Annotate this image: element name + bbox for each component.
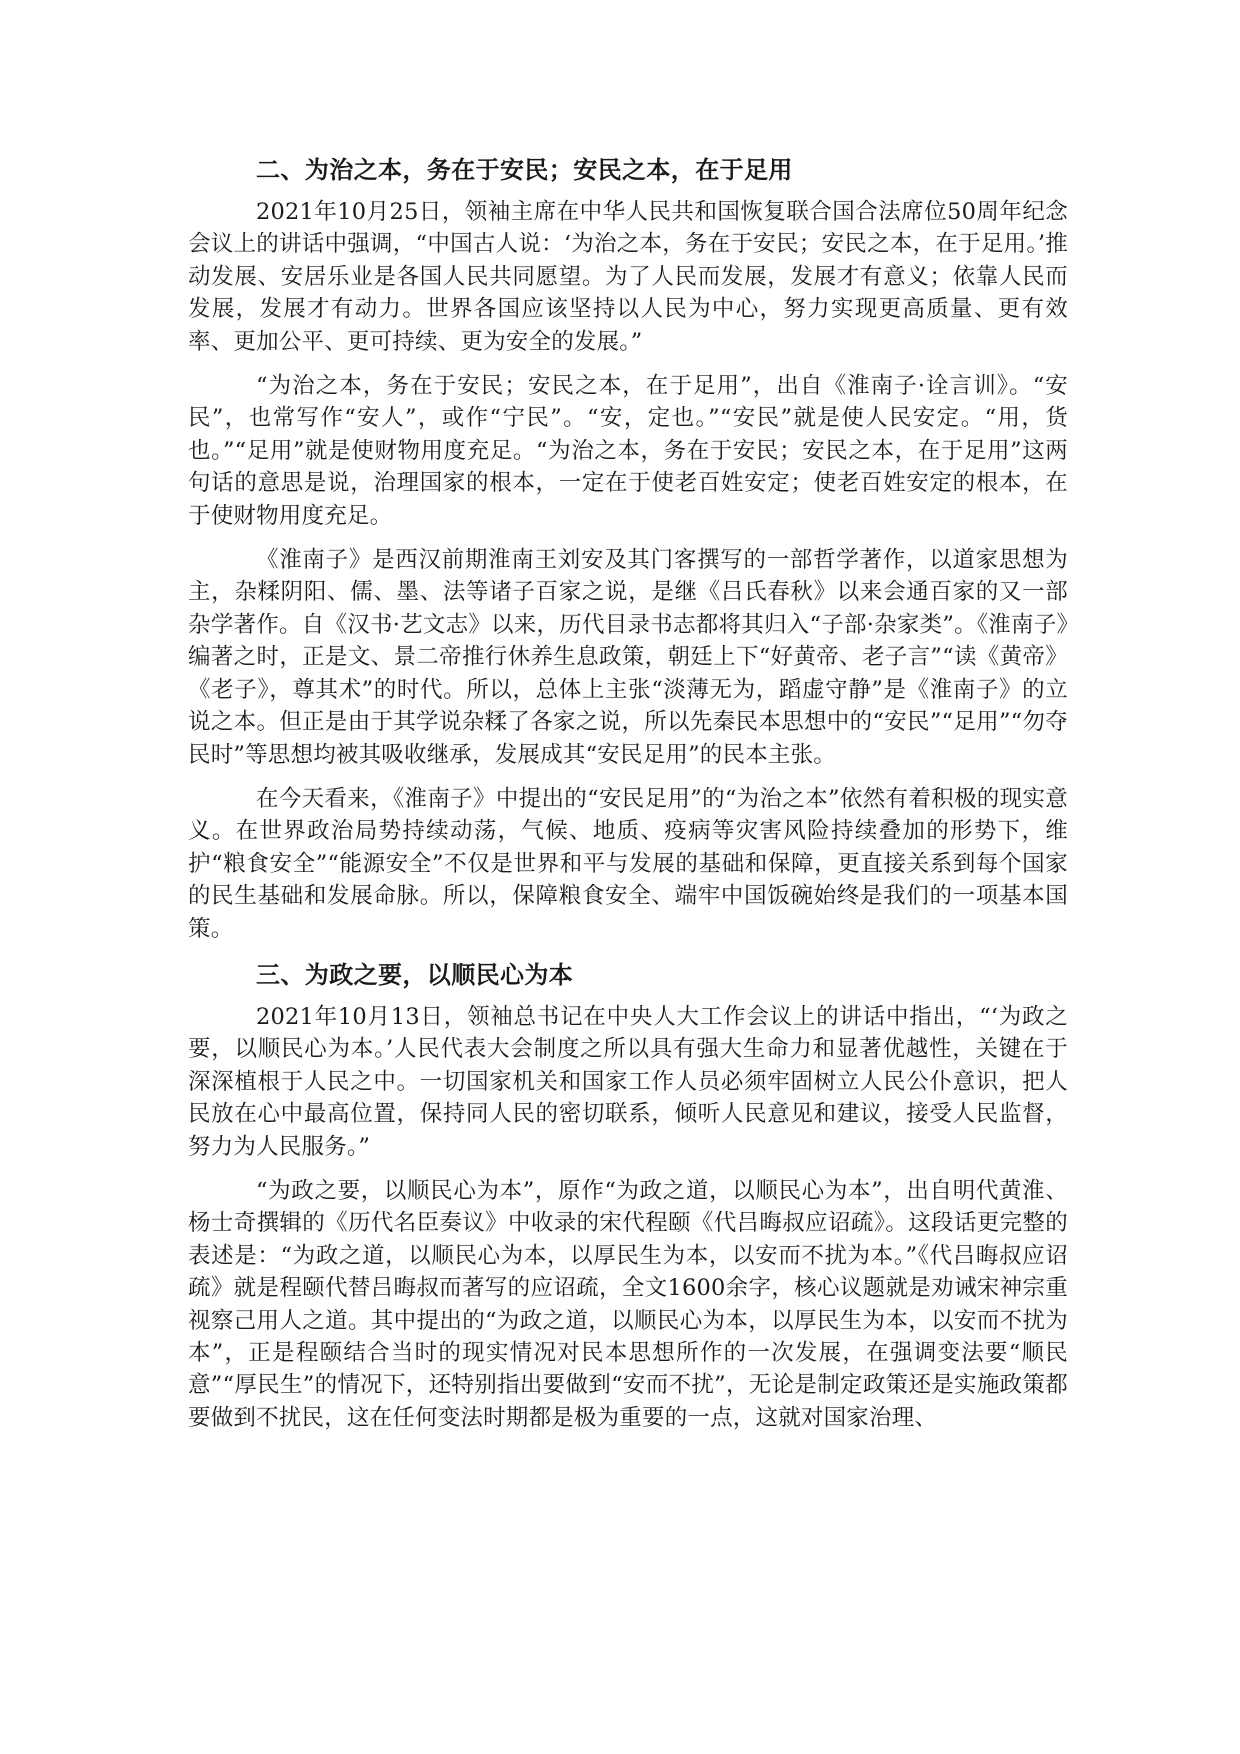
paragraph-3-1: 2021年10月13日，领袖总书记在中央人大工作会议上的讲话中指出，“‘为政之要，以顺民心为本。’人民代表大会制度之所以具有强大生命力和显著优越性，关键在于深深植根于人民之中。一切国家机关和国家工作人员必须牢固树立人民公仆意识，把人民放在心中最高位置，保持同人民的密切联系，倾听人民意见和建议，接受人民监督，努力为人民服务。” [188,1003,1068,1160]
paragraph-2-2: “为治之本，务在于安民；安民之本，在于足用”，出自《淮南子·诠言训》。“安民”，也常写作“安人”，或作“宁民”。“安，定也。”“安民”就是使人民安定。“用，货也。”“足用”就是使财物用度充足。“为治之本，务在于安民；安民之本，在于足用”这两句话的意思是说，治理国家的根本，一定在于使老百姓安定；使老百姓安定的根本，在于使财物用度充足。 [188,373,1068,529]
paragraph-2-4: 在今天看来，《淮南子》中提出的“安民足用”的“为治之本”依然有着积极的现实意义。在世界政治局势持续动荡，气候、地质、疫病等灾害风险持续叠加的形势下，维护“粮食安全”“能源安全”不仅是世界和平与发展的基础和保障，更直接关系到每个国家的民生基础和发展命脉。所以，保障粮食安全、端牢中国饭碗始终是我们的一项基本国策。 [188,785,1068,942]
section-heading-2: 二、为治之本，务在于安民；安民之本，在于足用 [256,156,793,184]
paragraph-3-2: “为政之要，以顺民心为本”，原作“为政之道，以顺民心为本”，出自明代黄淮、杨士奇撰辑的《历代名臣奏议》中收录的宋代程颐《代吕晦叔应诏疏》。这段话更完整的表述是：“为政之道，以顺民心为本，以厚民生为本，以安而不扰为本。”《代吕晦叔应诏疏》就是程颐代替吕晦叔而著写的应诏疏，全文1600余字，核心议题就是劝诫宋神宗重视察己用人之道。其中提出的“为政之道，以顺民心为本，以厚民生为本，以安而不扰为本”，正是程颐结合当时的现实情况对民本思想所作的一次发展，在强调变法要“顺民意”“厚民生”的情况下，还特别指出要做到“安而不扰”，无论是制定政策还是实施政策都要做到不扰民，这在任何变法时期都是极为重要的一点，这就对国家治理、 [188,1177,1068,1431]
document-page [188,152,1068,1434]
paragraph-2-3: 《淮南子》是西汉前期淮南王刘安及其门客撰写的一部哲学著作，以道家思想为主，杂糅阴阳、儒、墨、法等诸子百家之说，是继《吕氏春秋》以来会通百家的又一部杂学著作。自《汉书·艺文志》以来，历代目录书志都将其归入“子部·杂家类”。《淮南子》编著之时，正是文、景二帝推行休养生息政策，朝廷上下“好黄帝、老子言”“读《黄帝》《老子》，尊其术”的时代。所以，总体上主张“淡薄无为，蹈虚守静”是《淮南子》的立说之本。但正是由于其学说杂糅了各家之说，所以先秦民本思想中的“安民”“足用”“勿夺民时”等思想均被其吸收继承，发展成其“安民足用”的民本主张。 [188,547,1068,768]
section-heading-3: 三、为政之要，以顺民心为本 [256,960,574,989]
paragraph-2-1: 2021年10月25日，领袖主席在中华人民共和国恢复联合国合法席位50周年纪念会议上的讲话中强调，“中国古人说：‘为治之本，务在于安民；安民之本，在于足用。’推动发展、安居乐业是各国人民共同愿望。为了人民而发展，发展才有意义；依靠人民而发展，发展才有动力。世界各国应该坚持以人民为中心，努力实现更高质量、更有效率、更加公平、更可持续、更为安全的发展。” [188,199,1068,355]
